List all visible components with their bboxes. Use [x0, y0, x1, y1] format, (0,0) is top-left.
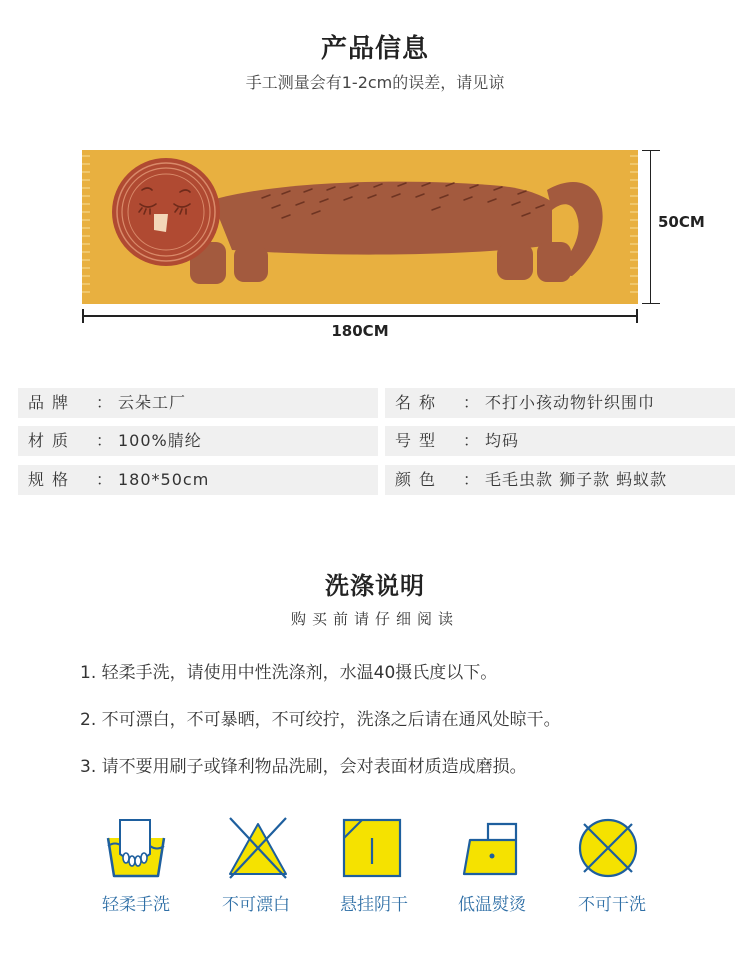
info-value: 毛毛虫款 狮子款 蚂蚁款	[485, 470, 668, 489]
info-separator: ：	[463, 393, 481, 412]
info-key: 规格	[28, 470, 77, 489]
width-dimension-line	[82, 315, 638, 317]
info-key: 号型	[395, 431, 444, 450]
care-label-no-dry-clean: 不可干洗	[578, 895, 646, 915]
height-dimension-tick-bottom	[642, 303, 660, 304]
info-separator: ：	[96, 470, 114, 489]
care-label-no-bleach: 不可漂白	[222, 895, 290, 915]
no-dry-clean-icon	[576, 816, 640, 880]
care-label-low-iron: 低温熨烫	[458, 895, 526, 915]
care-instruction: 1. 轻柔手洗，请使用中性洗涤剂，水温40摄氏度以下。	[80, 663, 498, 683]
info-cell-name	[385, 388, 735, 418]
info-cell-spec	[18, 465, 378, 495]
info-cell-size	[385, 426, 735, 456]
height-label: 50CM	[658, 213, 705, 231]
info-key: 名称	[395, 393, 444, 412]
info-key: 品牌	[28, 393, 77, 412]
info-separator: ：	[96, 393, 114, 412]
height-dimension-line	[650, 150, 651, 304]
info-value: 均码	[485, 431, 520, 450]
info-cell-material	[18, 426, 378, 456]
info-key: 颜色	[395, 470, 444, 489]
info-value: 100%腈纶	[118, 431, 202, 450]
info-separator: ：	[463, 431, 481, 450]
lion-scarf-image	[82, 150, 638, 304]
care-subtitle: 购买前请仔细阅读	[290, 610, 459, 628]
care-instruction: 3. 请不要用刷子或锋利物品洗刷，会对表面材质造成磨损。	[80, 757, 527, 777]
height-dimension-tick-top	[642, 150, 660, 151]
info-cell-brand	[18, 388, 378, 418]
measurement-note: 手工测量会有1-2cm的误差，请见谅	[245, 73, 505, 92]
width-dimension-tick-right	[636, 309, 638, 323]
info-value: 不打小孩动物针织围巾	[485, 393, 656, 412]
care-label-hang-dry: 悬挂阴干	[340, 895, 408, 915]
info-value: 180*50cm	[118, 470, 210, 489]
care-instruction: 2. 不可漂白，不可暴晒，不可绞拧，洗涤之后请在通风处晾干。	[80, 710, 561, 730]
hand-wash-icon	[104, 816, 168, 880]
info-key: 材质	[28, 431, 77, 450]
info-value: 云朵工厂	[118, 393, 187, 412]
width-label: 180CM	[331, 322, 389, 340]
care-label-hand-wash: 轻柔手洗	[102, 895, 170, 915]
info-separator: ：	[463, 470, 481, 489]
low-iron-icon	[460, 816, 524, 880]
info-cell-color	[385, 465, 735, 495]
care-title: 洗涤说明	[325, 572, 425, 600]
no-bleach-icon	[226, 816, 290, 880]
info-separator: ：	[96, 431, 114, 450]
hang-dry-shade-icon	[340, 816, 404, 880]
width-dimension-tick-left	[82, 309, 84, 323]
product-info-title: 产品信息	[320, 34, 429, 64]
